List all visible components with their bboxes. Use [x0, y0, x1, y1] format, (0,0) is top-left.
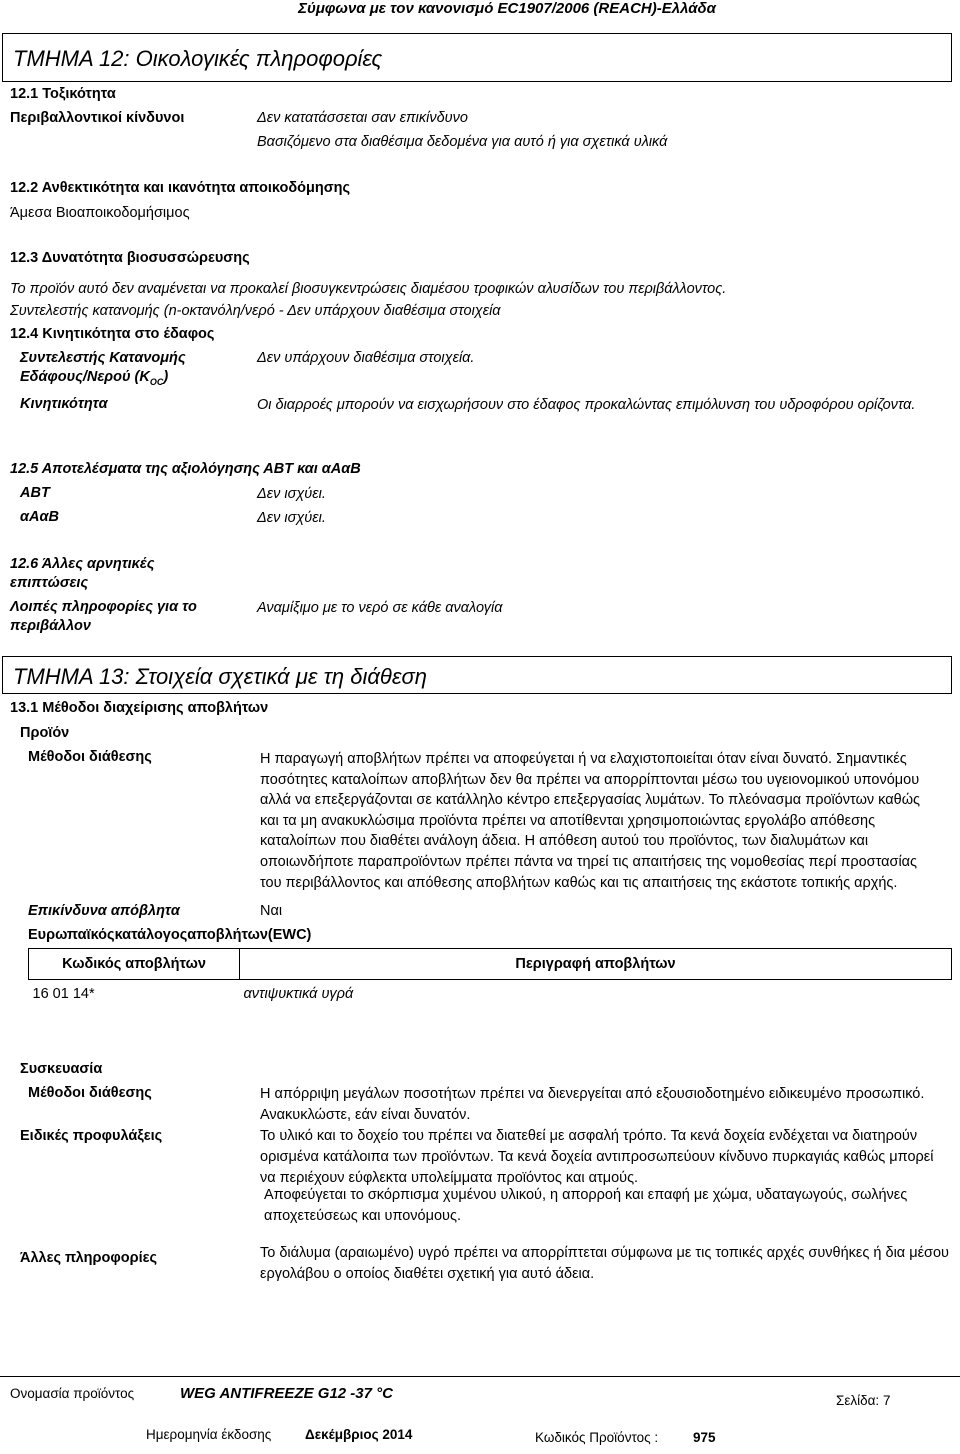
bioaccumulation-text: Το προϊόν αυτό δεν αναμένεται να προκαλεί βιοσυγκεντρώσεις διαμέσου τροφικών αλυσίδων του περιβάλλοντος. [10, 281, 727, 297]
koc-label-line1: Συντελεστής Κατανομής [20, 350, 186, 366]
env-hazards-value: Δεν κατατάσσεται σαν επικίνδυνο [257, 110, 468, 126]
ewc-table-header [29, 949, 952, 980]
product-disposal-label: Μέθοδοι διάθεσης [28, 749, 152, 765]
waste-description-cell: αντιψυκτικά υγρά [243, 986, 354, 1002]
env-hazards-basis: Βασιζόμενο στα διαθέσιμα δεδομένα για αυτό ή για σχετικά υλικά [257, 134, 668, 150]
vpvb-value: Δεν ισχύει. [257, 510, 326, 526]
heading-12-5: 12.5 Αποτελέσματα της αξιολόγησης ΑΒΤ και αΑαΒ [10, 461, 361, 477]
ewc-label: Ευρωπαϊκόςκατάλογοςαποβλήτων(EWC) [28, 927, 312, 943]
koc-label-line2: Εδάφους/Νερού $(K_{OC})$ [20, 369, 169, 387]
packaging-subheading: Συσκευασία [20, 1061, 103, 1077]
section-12-title: ΤΜΗΜΑ 12: Οικολογικές πληροφορίες [13, 46, 383, 71]
degradability-value: Άμεσα Βιοαποικοδομήσιμος [10, 205, 190, 221]
ewc-table [28, 948, 952, 1008]
product-disposal-text: Η παραγωγή αποβλήτων πρέπει να αποφεύγεται ή να ελαχιστοποιείται όταν είναι δυνατό. Σημαντικές ποσότητες καταλοίπων αποβλήτων δεν θα πρέπει να απορρίπτονται μέσω του υγειονομικού υπονόμου αλλά να επεξεργάζονται σε κατάλληλο κέντρο επεξεργασίας λυμάτων. Το πλεόνασμα προϊόντων καθώς και τα μη ανακυκλώσιμα προϊόντα πρέπει να αποτίθενται χρησιμοποιώντας εργολάβο απόθεσης καταλοίπων που διαθέτει ανάλογη άδεια. Η απόθεση αυτού του προϊόντος, των διαλυμάτων και οποιωνδήποτε παραπροϊόντων πρέπει πάντα να τηρεί τις απαιτήσεις της νομοθεσίας περί προστασίας του περιβάλλοντος και απόθεσης αποβλήτων καθώς και τις απαιτήσεις της εκάστοτε τοπικής αρχής. [260, 751, 921, 891]
issue-date-label: Ημερομηνία έκδοσης [146, 1427, 272, 1442]
vpvb-label: αΑαΒ [20, 509, 59, 525]
issue-date: Δεκέμβριος 2014 [305, 1427, 413, 1442]
heading-13-1: 13.1 Μέθοδοι διαχείρισης αποβλήτων [10, 700, 269, 716]
other-info-text: Το διάλυμα (αραιωμένο) υγρό πρέπει να απορρίπτεται σύμφωνα με τις τοπικές αρχές συνθήκες ή δια μέσου εργολάβου ο οποίος διαθέτει σχετική για αυτό άδεια. [260, 1245, 949, 1282]
heading-12-3: 12.3 Δυνατότητα βιοσυσσώρευσης [10, 250, 250, 266]
product-subheading: Προϊόν [20, 725, 70, 741]
other-env-info-label-line2: περιβάλλον [10, 618, 91, 634]
heading-12-6-line2: επιπτώσεις [10, 575, 89, 591]
product-code: 975 [693, 1430, 716, 1445]
heading-12-6-line1: 12.6 Άλλες αρνητικές [10, 556, 155, 572]
other-env-info-value: Αναμίξιμο με το νερό σε κάθε αναλογία [257, 600, 503, 616]
heading-12-2: 12.2 Ανθεκτικότητα και ικανότητα αποικοδόμησης [10, 180, 351, 196]
product-code-label: Κωδικός Προϊόντος : [535, 1430, 659, 1445]
partition-coefficient-text: Συντελεστής κατανομής (n-οκτανόλη/νερό - Δεν υπάρχουν διαθέσιμα στοιχεία [10, 303, 501, 319]
pbt-value: Δεν ισχύει. [257, 486, 326, 502]
hazardous-waste-label: Επικίνδυνα απόβλητα [28, 903, 180, 919]
pbt-label: ΑΒΤ [20, 485, 50, 501]
page-indicator: Σελίδα: 7 [836, 1393, 891, 1408]
col-waste-description: Περιγραφή αποβλήτων [240, 949, 952, 980]
special-precautions-label: Ειδικές προφυλάξεις [20, 1128, 163, 1144]
special-precautions-text: Το υλικό και το δοχείο του πρέπει να διατεθεί με ασφαλή τρόπο. Τα κενά δοχεία ενδέχεται να διατηρούν ορισμένα κατάλοιπα των προϊόντων. Τα κενά δοχεία αντιπροσωπεύουν κίνδυνο πυρκαγιάς καθώς μπορεί να περιέχουν εύφλεκτα υπολείμματα προϊόντος και ατμούς. [260, 1128, 934, 1186]
packaging-disposal-label: Μέθοδοι διάθεσης [28, 1085, 152, 1101]
section-12-title-box [2, 33, 952, 82]
heading-12-1: 12.1 Τοξικότητα [10, 86, 116, 102]
product-name: WEG ANTIFREEZE G12 -37 °C [180, 1385, 393, 1402]
env-hazards-label: Περιβαλλοντικοί κίνδυνοι [10, 110, 185, 126]
other-env-info-label-line1: Λοιπές πληροφορίες για το [10, 599, 197, 615]
heading-12-4: 12.4 Κινητικότητα στο έδαφος [10, 326, 215, 342]
special-precautions-text-2: Αποφεύγεται το σκόρπισμα χυμένου υλικού, η απορροή και επαφή με χώμα, υδαταγωγούς, σωλήνες αποχετεύσεως και υπονόμους. [264, 1187, 908, 1224]
koc-value: Δεν υπάρχουν διαθέσιμα στοιχεία. [257, 350, 475, 366]
section-13-title-box [2, 656, 952, 694]
mobility-label: Κινητικότητα [20, 396, 108, 412]
section-13-title: ΤΜΗΜΑ 13: Στοιχεία σχετικά με τη διάθεση [13, 664, 427, 689]
other-info-label: Άλλες πληροφορίες [20, 1250, 158, 1266]
hazardous-waste-value: Ναι [260, 903, 283, 919]
mobility-value: Οι διαρροές μπορούν να εισχωρήσουν στο έδαφος προκαλώντας επιμόλυνση του υδροφόρου ορίζοντα. [257, 397, 916, 413]
table-row [29, 980, 952, 1009]
footer-divider [0, 1376, 960, 1377]
regulation-header: Σύμφωνα με τον κανονισμό EC1907/2006 (REACH)-Ελλάδα [298, 0, 716, 17]
col-waste-code: Κωδικός αποβλήτων [29, 949, 240, 980]
waste-code-cell: 16 01 14* [32, 986, 95, 1002]
product-name-label: Ονομασία προϊόντος [10, 1386, 135, 1401]
packaging-disposal-text: Η απόρριψη μεγάλων ποσοτήτων πρέπει να διενεργείται από εξουσιοδοτημένο ειδικευμένο προσωπικό. Ανακυκλώστε, εάν είναι δυνατόν. [260, 1086, 925, 1123]
